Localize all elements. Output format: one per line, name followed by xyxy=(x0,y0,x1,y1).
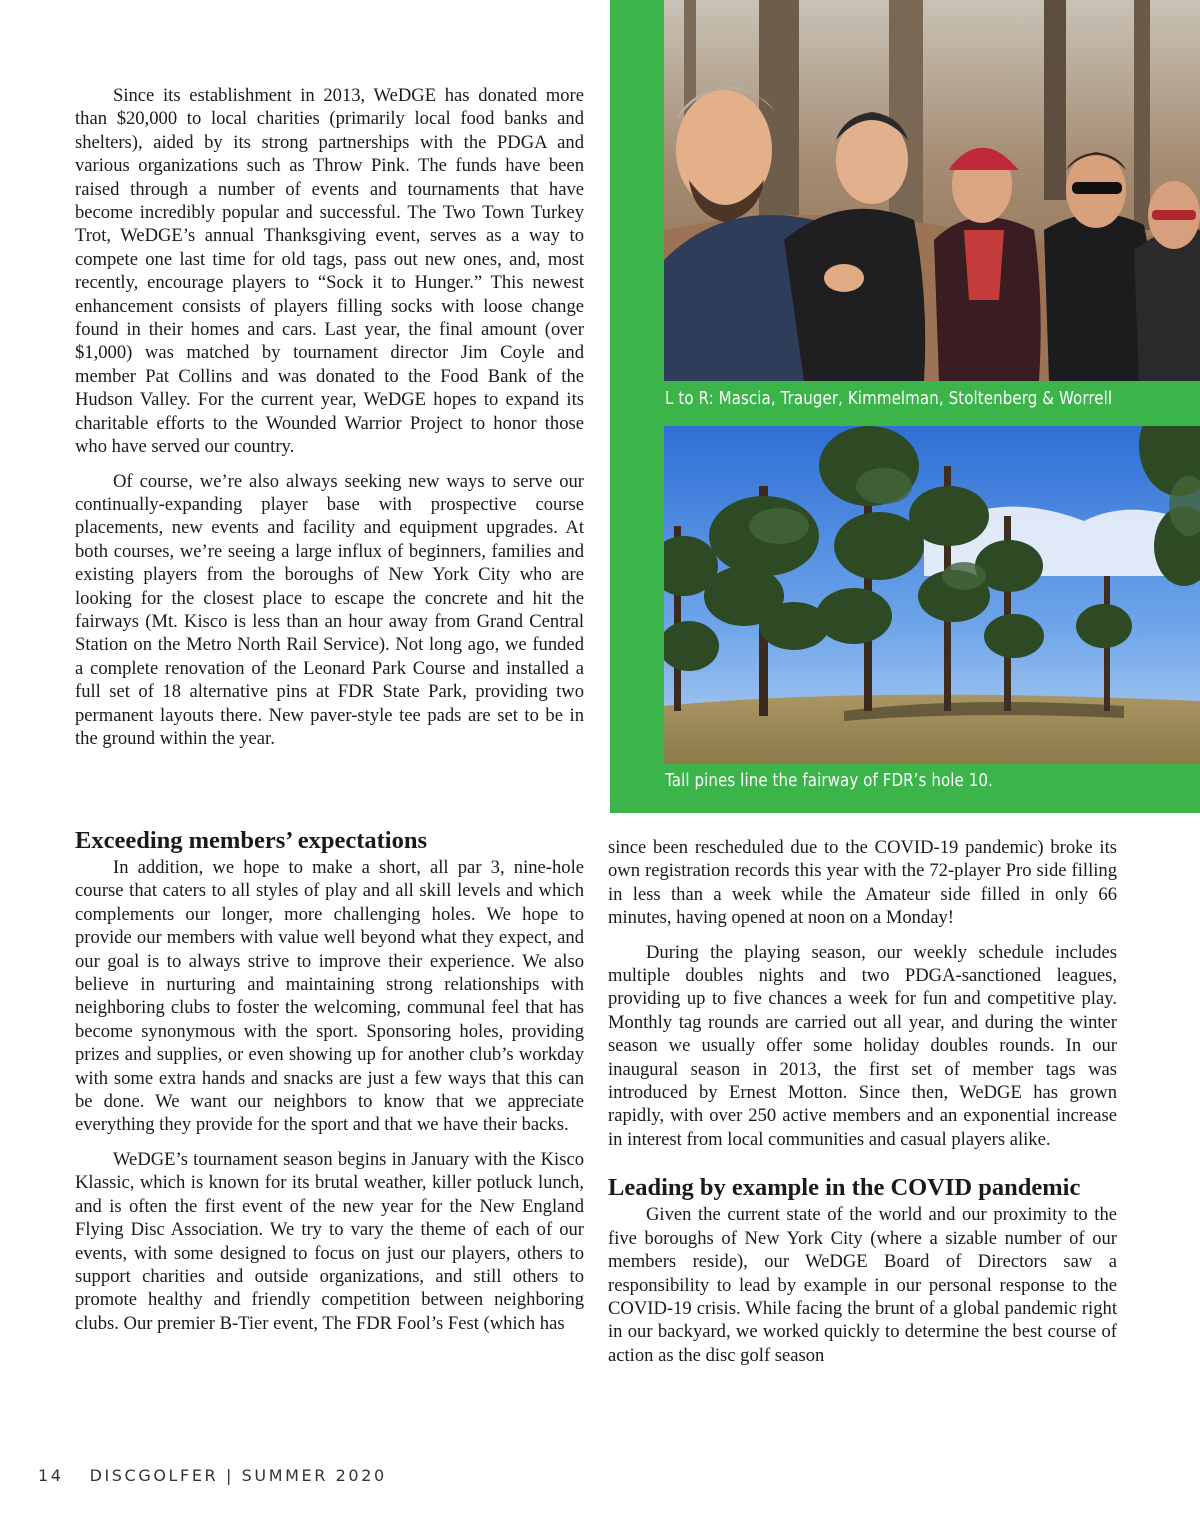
paragraph-donations: Since its establishment in 2013, WeDGE has donated more than $20,000 to local charities (primarily local food banks and shelters), aided by its strong partnerships with the PDGA and various organizations such as Throw Pink. The funds have been raised through a number of events and tournaments that have become incredibly popular and successful. The Two Town Turkey Trot, WeDGE’s annual Thanksgiving event, serves as a way to compete one last time for old tags, pass out new ones, and, most recently, encourage players to “Sock it to Hunger.” This newest enhancement consists of players filling socks with loose change found in their homes and cars. Last year, the final amount (over $1,000) was matched by tournament director Jim Coyle and member Pat Collins and was donated to the Food Bank of the Hudson Valley. For the current year, WeDGE hopes to expand its charitable efforts to the Wounded Warrior Project to honor those who have served our country. xyxy=(75,85,584,458)
paragraph-nine-hole-course: In addition, we hope to make a short, all par 3, nine-hole course that caters to all styles of play and all skill levels and which complements our longer, more challenging holes. We hope to provide our members with value well beyond what they expect, and our goal is to always strive to improve their experience. We also believe in nurturing and maintaining strong relationships with neighboring clubs to foster the welcoming, communal feel that has become synonymous with the sport. Sponsoring holes, providing prizes and supplies, or even showing up for another club’s workday with some extra hands and snacks are just a few ways that this can be done. We want our neighbors to know that we appreciate everything they provide for the sport and that we have their backs. xyxy=(75,857,584,1136)
pines-photo xyxy=(664,426,1200,764)
paragraph-tournament-season: WeDGE’s tournament season begins in January with the Kisco Klassic, which is known for its brutal weather, killer potluck lunch, and is often the first event of the new year for the New England Flying Disc Association. We try to vary the theme of each of our events, with some designed to focus on just our players, others to support charities and outside organizations, and still others to promote healthy and friendly competition between neighboring clubs. Our premier B-Tier event, The FDR Fool’s Fest (which has xyxy=(75,1148,584,1334)
group-photo xyxy=(664,0,1200,381)
pines-photo-image xyxy=(664,426,1200,764)
left-column-bottom xyxy=(75,826,584,1335)
paragraph-covid-response: Given the current state of the world and our proximity to the five boroughs of New York City (where a sizable number of our members reside), our WeDGE Board of Directors saw a responsibility to lead by example in our personal response to the COVID-19 crisis. While facing the brunt of a global pandemic right in our backyard, we worked quickly to determine the best course of action as the disc golf season xyxy=(608,1204,1117,1366)
page-number: 14 xyxy=(38,1466,64,1485)
group-photo-image xyxy=(664,0,1200,381)
page-footer: 14 DISCGOLFER | SUMMER 2020 xyxy=(38,1466,387,1485)
issue-name: SUMMER 2020 xyxy=(241,1466,387,1485)
group-photo-caption: L to R: Mascia, Trauger, Kimmelman, Stoltenberg & Worrell xyxy=(665,389,1113,409)
heading-covid: Leading by example in the COVID pandemic xyxy=(608,1174,1081,1202)
paragraph-playing-season: During the playing season, our weekly schedule includes multiple doubles nights and two PDGA-sanctioned leagues, providing up to five chances a week for fun and competitive play. Monthly tag rounds are carried out all year, and during the winter season we usually offer some holiday doubles rounds. In our inaugural season in 2013, the first set of member tags was introduced by Ernest Motton. Since then, WeDGE has grown rapidly, with over 250 active members and an exponential increase in interest from local communities and casual players alike. xyxy=(608,941,1117,1150)
publication-name: DISCGOLFER xyxy=(89,1466,219,1485)
pines-photo-caption: Tall pines line the fairway of FDR’s hole 10. xyxy=(665,771,993,791)
right-column xyxy=(608,836,1117,1367)
paragraph-player-base: Of course, we’re also always seeking new ways to serve our continually-expanding player base with prospective course placements, new events and facility and equipment upgrades. At both courses, we’re seeing a large influx of beginners, families and existing players from the boroughs of New York City who are looking for the closest place to escape the concrete and hit the fairways (Mt. Kisco is less than an hour away from Grand Central Station on the Metro North Rail Service). Not long ago, we funded a complete renovation of the Leonard Park Course and installed a full set of 18 alternative pins at FDR State Park, providing two permanent layouts there. New paver-style tee pads are set to be in the ground within the year. xyxy=(75,470,584,749)
paragraph-registration-records: since been rescheduled due to the COVID-19 pandemic) broke its own registration records this year with the 72-player Pro side filling in less than a week while the Amateur side filled in only 66 minutes, having opened at noon on a Monday! xyxy=(608,837,1117,929)
heading-exceeding-expectations: Exceeding members’ expectations xyxy=(75,827,427,854)
left-column-top xyxy=(75,84,584,750)
photo-panel xyxy=(610,0,1200,813)
